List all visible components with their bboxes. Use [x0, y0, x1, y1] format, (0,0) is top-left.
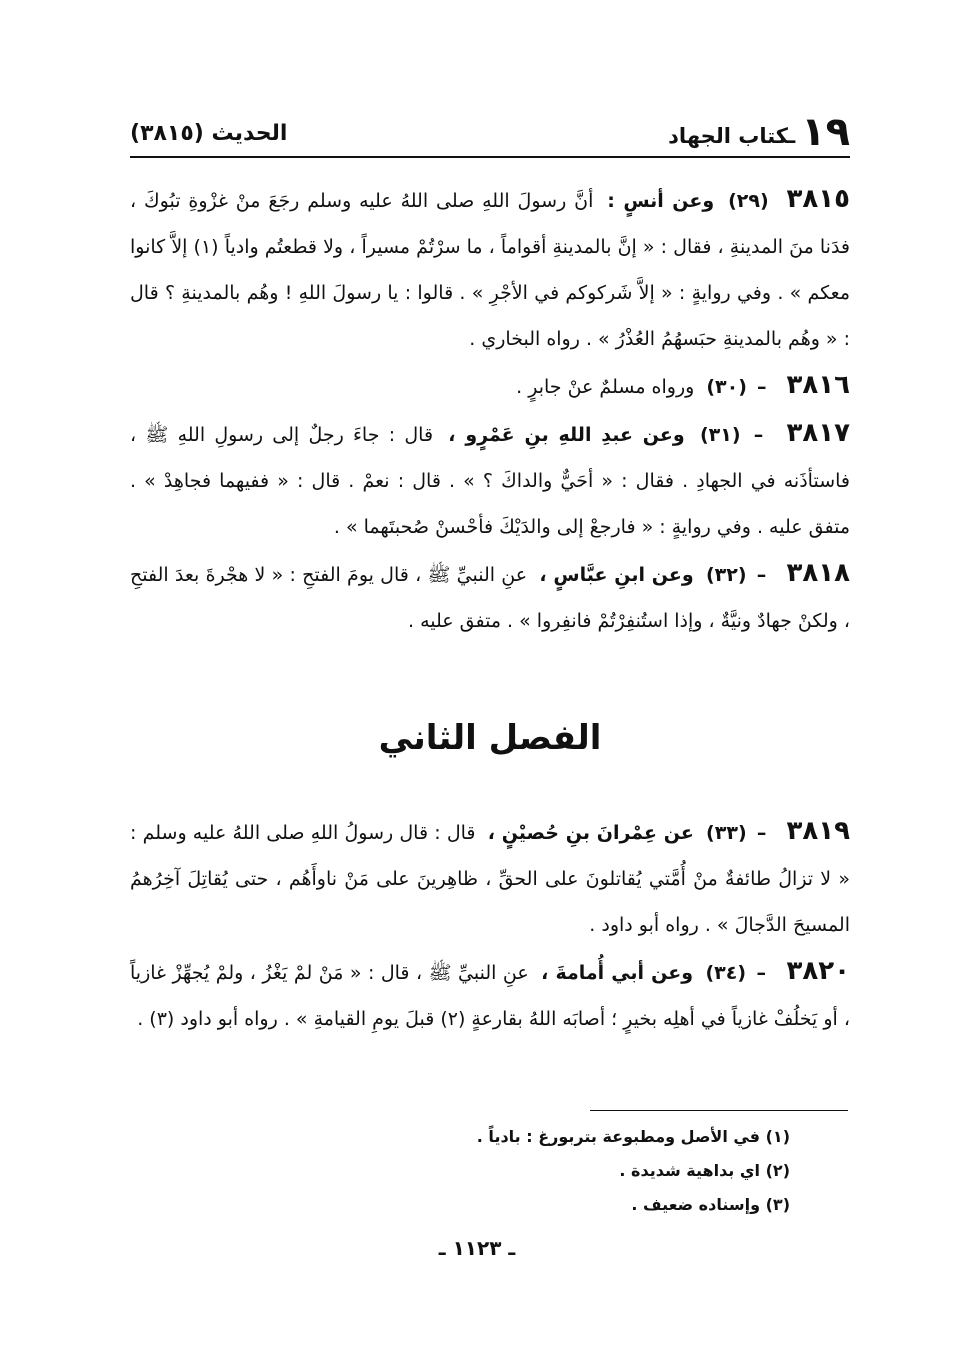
hadith-sub-number: (٢٩)	[728, 190, 769, 212]
hadith-dash: –	[756, 962, 767, 984]
chapter-title: ـكتاب الجهاد	[668, 124, 796, 148]
chapter-number: ١٩	[801, 109, 850, 155]
footnote-item: (١) في الأصل ومطبوعة بتربورغ : بادياً .	[476, 1127, 790, 1146]
hadith-sub-number: (٣٣)	[706, 822, 747, 844]
section-title: الفصل الثاني	[378, 718, 602, 758]
page-header	[130, 100, 850, 155]
hadith-sub-number: (٣٤)	[705, 962, 747, 984]
hadith-text: أنَّ رسولَ اللهِ صلى اللهُ عليه وسلم رجَعَ منْ غزْوةِ تبُوكَ ، فدَنا منَ المدينةِ ، فقال : « إنَّ بالمدينةِ أقواماً ، ما سرْتُمْ مسيراً ، ولا قطعتُم وادياً (١) إلاَّ كانوا معكم » . وفي روايةٍ : « إلاَّ شَركوكم في الأجْرِ » . قالوا : يا رسولَ اللهِ ! وهُم بالمدينةِ ؟ قال : « وهُم بالمدينةِ حبَسهُمُ العُذْرُ » . رواه البخاري .	[130, 190, 850, 350]
hadith-entry	[130, 362, 850, 410]
hadith-narrator: وعن ابنِ عبَّاسٍ ،	[539, 564, 694, 586]
hadith-number: ٣٨٢٠	[786, 956, 851, 986]
hadith-number: ٣٨١٦	[786, 370, 850, 400]
footnote-item: (٣) وإسناده ضعيف .	[631, 1195, 790, 1214]
hadith-dash: –	[756, 822, 767, 844]
page-number: ـ ١١٢٣ ـ	[438, 1236, 516, 1260]
hadith-text: قال : جاءَ رجلٌ إلى رسولِ اللهِ ﷺ ، فاستأذَنه في الجهادِ . فقال : « أحَيٌّ والداكَ ؟ » . قال : نعمْ . قال : « ففيهما فجاهِدْ » . متفق عليه . وفي روايةٍ : « فارجعْ إلى والدَيْكَ فأحْسنْ صُحبتَهما » .	[130, 424, 850, 538]
hadith-entry	[130, 410, 850, 550]
hadith-narrator: وعن عبدِ اللهِ بنِ عَمْرٍو ،	[448, 424, 685, 446]
footnote-item: (٢) اي بداهية شديدة .	[619, 1161, 790, 1180]
hadith-narrator: وعن أنسٍ :	[607, 190, 715, 212]
hadith-entry	[130, 808, 850, 948]
hadith-sub-number: (٣١)	[699, 424, 741, 446]
hadith-entry	[130, 176, 850, 362]
hadith-text: قال : قال رسولُ اللهِ صلى اللهُ عليه وسلم : « لا تزالُ طائفةٌ منْ أُمَّتي يُقاتلونَ على الحقِّ ، ظاهِرينَ على مَنْ ناوأَهُم ، حتى يُقاتِلَ آخِرُهمُ المسيحَ الدَّجالَ » . رواه أبو داود .	[130, 822, 850, 936]
footnote-divider	[590, 1110, 848, 1111]
hadith-number: ٣٨١٨	[786, 558, 851, 588]
hadith-text: ورواه مسلمٌ عنْ جابرٍ .	[516, 376, 695, 398]
hadith-dash: –	[756, 376, 767, 398]
running-hadith-reference: الحديث (٣٨١٥)	[130, 121, 288, 146]
hadith-sub-number: (٣٢)	[705, 564, 747, 586]
hadith-entry	[130, 948, 850, 1042]
hadith-number: ٣٨١٩	[786, 816, 851, 846]
hadith-dash: –	[756, 564, 767, 586]
header-divider	[130, 156, 850, 158]
hadith-entry	[130, 550, 850, 644]
hadith-text: عنِ النبيِّ ﷺ ، قال يومَ الفتحِ : « لا هجْرةَ بعدَ الفتحِ ، ولكنْ جهادٌ ونيَّةٌ ، وإذا استُنفِرْتُمْ فانفِروا » . متفق عليه .	[130, 564, 850, 632]
chapter-heading	[668, 109, 850, 155]
hadith-dash: –	[753, 424, 764, 446]
hadith-narrator: عن عِمْرانَ بنِ حُصيْنٍ ،	[487, 822, 694, 844]
hadith-number: ٣٨١٥	[786, 184, 851, 214]
footnotes	[400, 1120, 790, 1222]
hadith-block-first-section	[130, 176, 850, 644]
hadith-narrator: وعن أبي أُمامةَ ،	[541, 962, 693, 984]
hadith-number: ٣٨١٧	[786, 418, 850, 448]
hadith-block-second-section	[130, 808, 850, 1042]
hadith-text: عنِ النبيِّ ﷺ ، قال : « مَنْ لمْ يَغْزُ ، ولمْ يُجهِّزْ غازياً ، أو يَخلُفْ غازياً في أهلِه بخيرٍ ؛ أصابَه اللهُ بقارعةٍ (٢) قبلَ يومِ القيامةِ » . رواه أبو داود (٣) .	[130, 962, 850, 1030]
hadith-sub-number: (٣٠)	[706, 376, 747, 398]
